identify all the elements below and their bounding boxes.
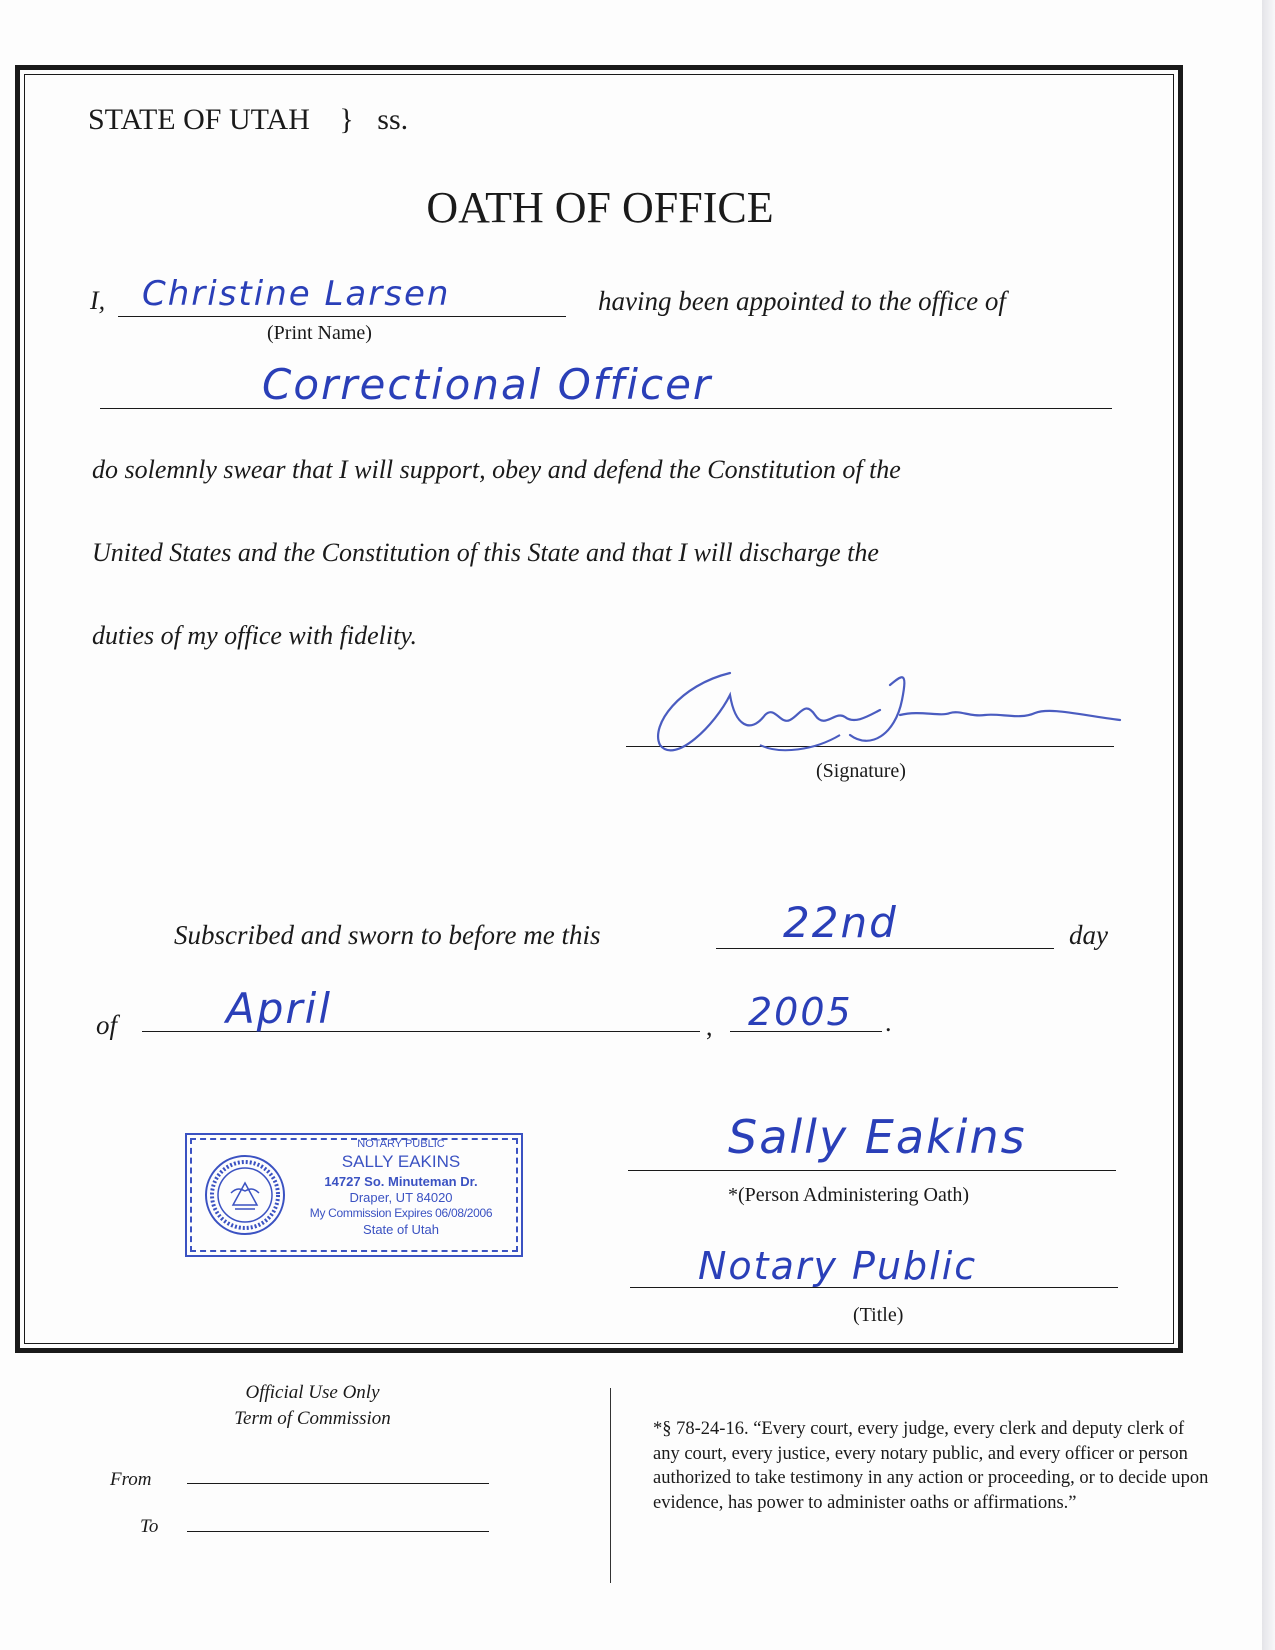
- state-name: STATE OF UTAH: [88, 103, 310, 136]
- administrator-caption: *(Person Administering Oath): [728, 1184, 970, 1206]
- administrator-signature: Sally Eakins: [728, 1110, 1027, 1164]
- oath-line-1: do solemnly swear that I will support, obey and defend the Constitution of the: [92, 455, 901, 484]
- office-handwritten: Correctional Officer: [262, 360, 713, 409]
- term-of-commission-heading: Term of Commission: [234, 1408, 391, 1429]
- page-edge-shadow: [1262, 0, 1275, 1650]
- print-name-line: [118, 316, 566, 317]
- statute-text: *§ 78-24-16. “Every court, every judge, every clerk and deputy clerk of any court, every justice, every notary public, and every officer or person authorized to take testimony in any action or proceeding, or to decide upon evidence, has power to administer oaths or affirmations.”: [653, 1419, 1209, 1513]
- stamp-line-6: State of Utah: [363, 1222, 439, 1237]
- declaration-prefix: I,: [90, 286, 106, 315]
- day-line: [716, 948, 1054, 949]
- page-title: OATH OF OFFICE: [426, 183, 774, 232]
- from-field-line: [187, 1483, 489, 1484]
- year-handwritten: 2005: [748, 990, 853, 1034]
- of-word: of: [96, 1010, 118, 1040]
- stamp-line-5: My Commission Expires 06/08/2006: [309, 1206, 493, 1220]
- from-label: From: [110, 1469, 152, 1490]
- stamp-line-2: SALLY EAKINS: [341, 1152, 461, 1171]
- stamp-line-4: Draper, UT 84020: [349, 1190, 453, 1205]
- to-field-line: [187, 1531, 489, 1532]
- day-word: day: [1069, 920, 1108, 950]
- stamp-line-3: 14727 So. Minuteman Dr.: [324, 1174, 478, 1189]
- month-handwritten: April: [226, 984, 332, 1033]
- title-handwritten: Notary Public: [698, 1244, 978, 1288]
- comma: ,: [706, 1012, 713, 1041]
- oath-line-3: duties of my office with fidelity.: [92, 621, 417, 650]
- print-name-caption: (Print Name): [267, 322, 372, 344]
- notary-stamp: [185, 1133, 523, 1257]
- administrator-line: [628, 1170, 1116, 1171]
- state-heading: [88, 103, 408, 137]
- to-label: To: [140, 1516, 159, 1537]
- brace: }: [339, 103, 354, 136]
- title-caption: (Title): [853, 1304, 904, 1326]
- state-seal-icon: [203, 1153, 287, 1237]
- stamp-line-1: NOTARY PUBLIC: [357, 1138, 445, 1150]
- oath-taker-signature: [640, 655, 1130, 775]
- appointed-text: having been appointed to the office of: [598, 286, 1006, 316]
- period: .: [885, 1008, 892, 1037]
- oath-line-2: United States and the Constitution of this State and that I will discharge the: [92, 538, 879, 567]
- signature-caption: (Signature): [816, 760, 906, 782]
- official-use-heading: Official Use Only: [245, 1382, 380, 1403]
- day-handwritten: 22nd: [783, 898, 898, 947]
- bottom-divider: [610, 1388, 611, 1583]
- ss-label: ss.: [377, 103, 409, 136]
- subscribed-text: Subscribed and sworn to before me this: [174, 920, 601, 950]
- print-name-handwritten: Christine Larsen: [142, 274, 451, 314]
